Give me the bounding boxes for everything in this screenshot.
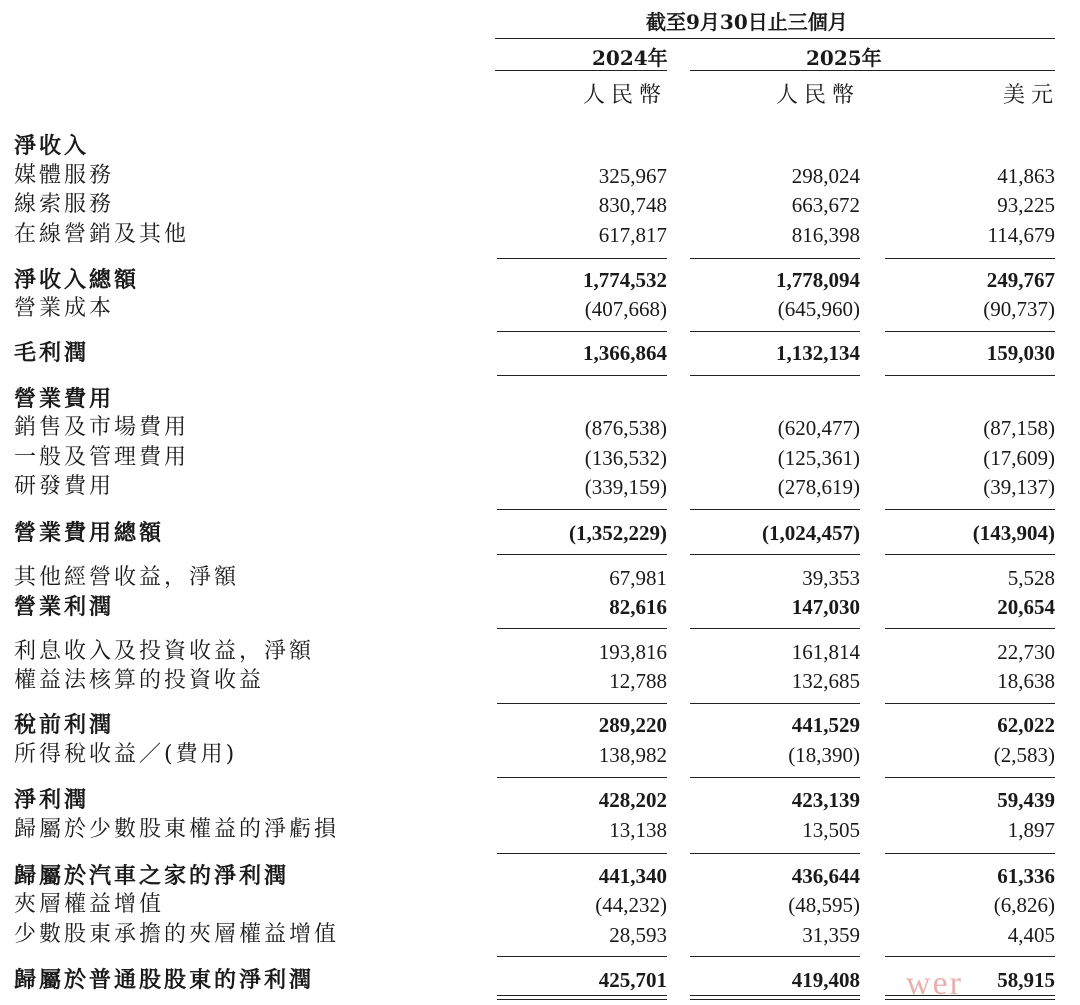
subtotal-line [690,703,860,704]
row-label: 營業成本 [14,296,115,321]
subtotal-line [497,853,667,854]
row-value-c1: 12,788 [609,669,667,693]
table-row [0,920,1080,950]
subtotal-line [885,956,1055,957]
row-label: 稅前利潤 [14,712,115,738]
row-label: 權益法核算的投資收益 [14,668,265,693]
subtotal-line [497,777,667,778]
subtotal-line [885,777,1055,778]
year-2024-header: 2024年 [592,46,668,70]
subtotal-line [690,956,860,957]
subtotal-line [497,331,667,332]
row-value-c3: 159,030 [986,341,1055,365]
table-row [0,220,1080,250]
row-value-c1: 289,220 [598,713,667,737]
row-value-c3: (2,583) [993,743,1055,767]
row-value-c2: (18,390) [788,743,860,767]
row-label: 淨收入 [14,133,90,159]
row-value-c1: 67,981 [609,566,667,590]
row-label: 毛利潤 [14,340,90,366]
row-value-c1: 1,774,532 [583,268,667,292]
row-value-c2: 419,408 [791,968,860,992]
table-row [0,518,1080,548]
row-value-c1: 325,967 [598,164,667,188]
subtotal-line [690,331,860,332]
row-value-c2: (1,024,457) [762,521,860,545]
subtotal-line [690,777,860,778]
row-value-c1: (876,538) [584,416,667,440]
row-value-c2: (48,595) [788,893,860,917]
row-value-c3: 22,730 [997,640,1055,664]
table-row [0,563,1080,593]
row-value-c3: 1,897 [1007,818,1055,842]
row-value-c2: 436,644 [791,864,860,888]
row-value-c1: (407,668) [584,297,667,321]
grand-total-double-line [690,995,860,1000]
period-header: 截至9月30日止三個月 [646,10,848,34]
row-value-c3: 41,863 [997,164,1055,188]
row-label: 歸屬於普通股股東的淨利潤 [14,967,315,993]
row-value-c2: (645,960) [777,297,860,321]
row-value-c2: 1,132,134 [776,341,860,365]
period-rule [495,38,1055,39]
subtotal-line [690,554,860,555]
row-value-c1: 13,138 [609,818,667,842]
row-value-c3: (17,609) [983,446,1055,470]
watermark-text: wer [906,965,963,1002]
table-row [0,785,1080,815]
table-row [0,637,1080,667]
row-label: 營業利潤 [14,594,115,620]
row-value-c1: 425,701 [598,968,667,992]
row-value-c2: 39,353 [802,566,860,590]
row-value-c3: (90,737) [983,297,1055,321]
row-value-c1: 82,616 [609,595,667,619]
subtotal-line [885,703,1055,704]
row-value-c2: 132,685 [791,669,860,693]
row-value-c3: 20,654 [997,595,1055,619]
subtotal-line [497,258,667,259]
row-value-c3: 93,225 [997,193,1055,217]
row-value-c1: 138,982 [598,743,667,767]
row-value-c3: 18,638 [997,669,1055,693]
row-value-c1: 193,816 [598,640,667,664]
row-value-c2: 1,778,094 [776,268,860,292]
row-value-c2: 161,814 [791,640,860,664]
row-value-c1: 617,817 [598,223,667,247]
table-row [0,294,1080,324]
row-value-c1: (339,159) [584,475,667,499]
row-value-c2: (278,619) [777,475,860,499]
table-row [0,592,1080,622]
row-value-c2: 298,024 [791,164,860,188]
table-row [0,190,1080,220]
subtotal-line [497,628,667,629]
row-label: 銷售及市場費用 [14,415,190,440]
row-label: 歸屬於汽車之家的淨利潤 [14,863,290,889]
currency-header-c3: 美元 [1003,83,1060,108]
subtotal-line [885,628,1055,629]
table-row [0,740,1080,770]
subtotal-line [497,375,667,376]
table-row [0,131,1080,161]
currency-header-c2: 人民幣 [776,83,861,108]
subtotal-line [497,554,667,555]
row-value-c3: 59,439 [997,788,1055,812]
row-value-c3: 249,767 [986,268,1055,292]
row-label: 在線營銷及其他 [14,222,190,247]
subtotal-line [885,509,1055,510]
subtotal-line [497,956,667,957]
row-label: 營業費用總額 [14,520,165,546]
row-label: 線索服務 [14,192,115,217]
row-value-c1: 1,366,864 [583,341,667,365]
table-row [0,443,1080,473]
table-row [0,265,1080,295]
row-value-c1: (1,352,229) [569,521,667,545]
row-label: 所得稅收益／(費用) [14,742,238,767]
row-value-c3: (143,904) [972,521,1055,545]
row-label: 淨利潤 [14,787,90,813]
subtotal-line [690,258,860,259]
subtotal-line [497,509,667,510]
subtotal-line [885,258,1055,259]
row-label: 營業費用 [14,386,115,412]
row-value-c2: 423,139 [791,788,860,812]
row-value-c2: 663,672 [791,193,860,217]
subtotal-line [690,628,860,629]
row-value-c1: (44,232) [595,893,667,917]
row-value-c1: 28,593 [609,923,667,947]
row-label: 淨收入總額 [14,267,140,293]
table-row [0,384,1080,414]
currency-header-c1: 人民幣 [583,83,668,108]
table-row [0,338,1080,368]
table-row [0,710,1080,740]
row-label: 研發費用 [14,474,115,499]
row-value-c3: 61,336 [997,864,1055,888]
row-value-c1: 830,748 [598,193,667,217]
table-row [0,890,1080,920]
table-row [0,861,1080,891]
subtotal-line [885,853,1055,854]
year-2025-header: 2025年 [806,46,882,70]
row-value-c3: (6,826) [993,893,1055,917]
row-value-c2: 13,505 [802,818,860,842]
row-value-c3: 114,679 [987,223,1055,247]
row-value-c3: 4,405 [1007,923,1055,947]
subtotal-line [690,853,860,854]
row-label: 夾層權益增值 [14,892,165,917]
subtotal-line [497,703,667,704]
row-value-c3: 58,915 [997,968,1055,992]
row-value-c2: 441,529 [791,713,860,737]
row-label: 少數股東承擔的夾層權益增值 [14,922,340,947]
year-2024-rule [495,70,667,71]
row-value-c2: 816,398 [791,223,860,247]
row-value-c2: (125,361) [777,446,860,470]
subtotal-line [885,554,1055,555]
row-value-c1: (136,532) [584,446,667,470]
subtotal-line [690,375,860,376]
row-label: 一般及管理費用 [14,445,190,470]
row-value-c3: 5,528 [1007,566,1055,590]
row-value-c2: 147,030 [791,595,860,619]
subtotal-line [885,331,1055,332]
row-label: 其他經營收益，淨額 [14,565,240,590]
table-row [0,161,1080,191]
row-label: 利息收入及投資收益，淨額 [14,639,315,664]
table-row [0,666,1080,696]
row-value-c2: 31,359 [802,923,860,947]
row-value-c1: 428,202 [598,788,667,812]
row-value-c3: (87,158) [983,416,1055,440]
row-value-c3: (39,137) [983,475,1055,499]
row-label: 歸屬於少數股東權益的淨虧損 [14,817,340,842]
year-2025-rule [690,70,1055,71]
subtotal-line [690,509,860,510]
row-value-c1: 441,340 [598,864,667,888]
table-row [0,413,1080,443]
row-label: 媒體服務 [14,163,115,188]
grand-total-double-line [497,995,667,1000]
table-row [0,472,1080,502]
table-row [0,815,1080,845]
subtotal-line [885,375,1055,376]
row-value-c3: 62,022 [997,713,1055,737]
row-value-c2: (620,477) [777,416,860,440]
